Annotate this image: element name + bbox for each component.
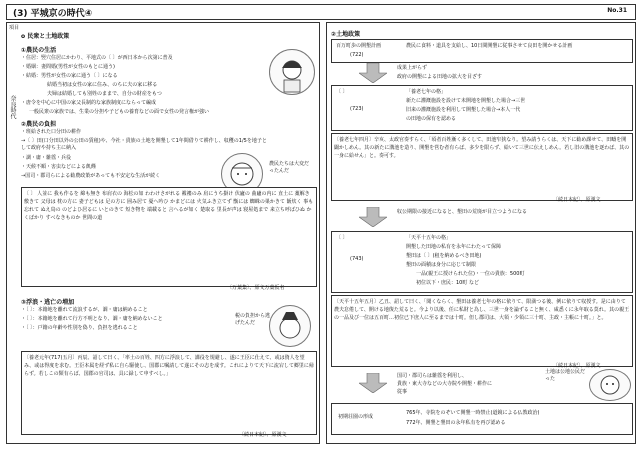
right-column	[326, 22, 636, 444]
speech-bubble-3: 土地は公地公民だった	[545, 369, 586, 382]
shoku-nihongi-quote-box	[21, 351, 317, 435]
law-2-c: 墾田の面積は身分に応じて制限	[406, 262, 477, 268]
line-12: →国司・郡司らによる勧農政策があっても不安定な生活が続く	[21, 173, 161, 179]
final-a: 765年、寺院をのぞいて開墾一時禁止(道鏡による仏教政治)	[406, 410, 540, 416]
law-2-title: 「天平十五年の格」	[406, 235, 452, 241]
section-title: o 民衆と土地政策	[21, 33, 70, 40]
law-2-quote-source: 〔続日本紀〕、原漢文	[553, 363, 601, 369]
line-5: 夫婦は結婚しても別姓のままで、自分の財産をもつ	[47, 91, 162, 97]
line-7: 一般民衆の家族では、生業の分担や子どもの養育などの面で女性の発言権が強い	[29, 109, 210, 115]
law-2-year: (743)	[350, 256, 364, 262]
line-14: ・〔 〕：本籍地を離れて行方不明となり、調・庸を納めないこと	[21, 316, 163, 322]
final-name: 初期荘園の形成	[338, 414, 374, 420]
arrow-note-1b: 政府の開墾による田地の拡大を目ざす	[397, 74, 483, 80]
quote-text: 〔養老元年(717)五月〕丙辰、詔して曰く、「率土の百姓、四方に浮浪して、課役を規避し、遂に王臣に仕えて、或は資人を望み、或は得度を求む。王臣本属を経ず私に自ら駆使し、国郡に嘱請して遂にその志を成す。これによりて天下に流宕して郷里に帰らず。若しこの類有らば、国郡の官司は、具に録して申すべし。」	[24, 355, 314, 377]
line-11: ・天候不順・害虫などによる飢饉	[21, 164, 97, 170]
section-title-right: ②土地政策	[331, 31, 361, 38]
law-1-title: 「養老七年の格」	[406, 89, 447, 95]
poem-text: 〔 〕 人並に 我も作るを 綿も無き 布肩衣の 海松の如 わわけさがれる 襤褸のみ 肩にうち掛け 伏廬の 曲廬の内に 直土に 藁解き敷きて 父母は 枕の方に 妻子どもは 足の方に 囲み居て 憂へ吟ひ かまどには 火気ふき立てず 甑には 蜘蛛の巣かきて 飯炊く 事も忘れて ぬえ鳥の のどよひ居るに いとのきて 短き物を 端載ると 言へるが如く 楚取る 里長が声は 寝屋処まで 来立ち呼ばひぬ かくばかり すべなきものか 世間の道	[24, 191, 314, 221]
manyoshu-poem-box	[21, 187, 317, 287]
law-2-quote: 〔天平十五年五月〕乙丑、詔して曰く、「聞くならく、墾田は養老七年の格に依りて、限満つる後、例に依りて収授す。是に由りて農夫怠倦して、開ける地復た荒ると。今より以後、任に私財と為し、三世一身を論ずること無く、咸悉くに永年取る莫れ。其の親王の一品及び一位は五百町…初位已下庶人に至るまでは十町。但し郡司は、大領・少領に三十町、主政・主帳に十町。」と。	[334, 299, 630, 321]
subsection-3: ③浮浪・逃亡の増加	[21, 299, 75, 306]
line-13: ・〔 〕：本籍地を離れて流浪するが、調・庸は納めること	[21, 307, 148, 313]
line-15: ・〔 〕：戸籍の年齢や性別を偽り、負担を逃れること	[21, 325, 138, 331]
speech-bubble-2: 税の負担から逃げたんだ	[235, 313, 271, 326]
law-2-name: 〔 〕	[336, 235, 348, 241]
page-title: (3) 平城京の時代④	[13, 9, 93, 19]
plan-name: 百万町歩の開墾計画	[336, 43, 382, 49]
law-1-box	[331, 85, 633, 131]
law-1-a: 新たに灌漑施設を設けて未開地を開墾した場合→三世	[406, 98, 526, 104]
subsection-1: ①農民の生活	[21, 47, 57, 54]
page-number: No.31	[607, 7, 627, 14]
final-b: 772年、開墾と墾田の永年私有を再び認める	[406, 420, 506, 426]
line-3: ・結婚：男性が女性の家に通う〔 〕になる	[21, 73, 118, 79]
law-1-quote: 〔養老七年四月〕辛亥、太政官奏すらく、「頃者百姓漸く多くして、田池窄狭なり。望み請うらくは、天下に勧め課せて、田疇を開闢かしめん。其の新たに溝池を造り、開墾を営む者有らば、多少を限らず、給いて三世に伝えしめん。若し旧の溝池を逐わば、其の一身に給せん」と。奏可す。	[334, 137, 630, 159]
page-header	[6, 4, 636, 20]
arrow-note-1: 成果上がらず	[397, 65, 428, 71]
law-1-quote-source: 〔続日本紀〕、原漢文	[553, 197, 601, 203]
line-10: ・調・庸・雑徭・兵役	[21, 155, 72, 161]
law-1-c: の田地の保有を認める	[406, 116, 457, 122]
monk-illustration	[589, 369, 631, 401]
law-1-b: 旧来の灌漑施設を利用して開墾した場合→本人一代	[406, 107, 521, 113]
poem-source: 〔万葉集〕、原文万葉仮名	[227, 285, 285, 291]
law-2-d: 一品(親王に授けられた位)・一位の貴族：500町	[416, 271, 525, 277]
arrow-note-3c: 従事	[397, 389, 408, 395]
line-2: ・婚姻：妻問婚(男性が女性のもとに通う)	[21, 64, 115, 70]
line-4: 結婚当初は女性の家に住み、のちに夫の家に移る	[47, 82, 158, 88]
plan-row	[331, 39, 633, 63]
speech-bubble: 農民たちは大変だったんだ	[269, 161, 310, 174]
quote-source: 〔続日本紀〕、原漢文	[239, 432, 287, 438]
law-2-b: 墾田は〔 〕(租を納めるべき田地)	[406, 253, 482, 259]
arrow-down-icon-2	[359, 207, 387, 227]
law-1-name: 〔 〕	[336, 89, 348, 95]
arrow-note-2: 収公期限の接近になると、墾田の荒廃が目立つようになる	[397, 209, 528, 215]
arrow-note-3a: 国司・郡司らは雑徭を利用し、	[397, 373, 468, 379]
line-9: →〔 〕田(口分田以外の公田の賃租)や、今社・貴族の土地を開墾して1年間借りて耕作し、収穫の1/5を地子として政府や持ち主に納入	[21, 138, 267, 151]
era-side-label: 奈良時代	[9, 95, 16, 119]
line-8: ・班給された口分田の耕作	[21, 129, 82, 135]
line-6: ・唐令を中心に中国の家父長制的な家族制度にならって編成	[21, 100, 157, 106]
law-2-quote-box	[331, 295, 633, 367]
law-2-box	[331, 231, 633, 293]
line-1: ・住居：竪穴住居にかわり、平地式の〔 〕が西日本から次第に普及	[21, 55, 173, 61]
final-row	[331, 403, 633, 435]
law-1-year: (723)	[350, 106, 364, 112]
law-2-e: 初位以下・庶民：10町 など	[416, 280, 479, 286]
subsection-2: ②農民の負担	[21, 121, 57, 128]
arrow-down-icon-3	[359, 373, 387, 393]
law-1-quote-box	[331, 133, 633, 201]
official-illustration	[269, 305, 311, 347]
woman-illustration	[269, 49, 315, 95]
law-2-a: 開墾した田地の私有を永年にわたって保障	[406, 244, 502, 250]
arrow-down-icon	[359, 63, 387, 83]
left-column	[6, 22, 320, 444]
arrow-note-3b: 貴族・東大寺などの大寺院や開墾・耕作に	[397, 381, 493, 387]
plan-year: (722)	[350, 52, 364, 58]
corner-label: 項目	[9, 25, 20, 31]
plan-text: 農民に食料・道具を支給し、10日間開墾に従事させて良田を開かせる計画	[406, 43, 573, 49]
